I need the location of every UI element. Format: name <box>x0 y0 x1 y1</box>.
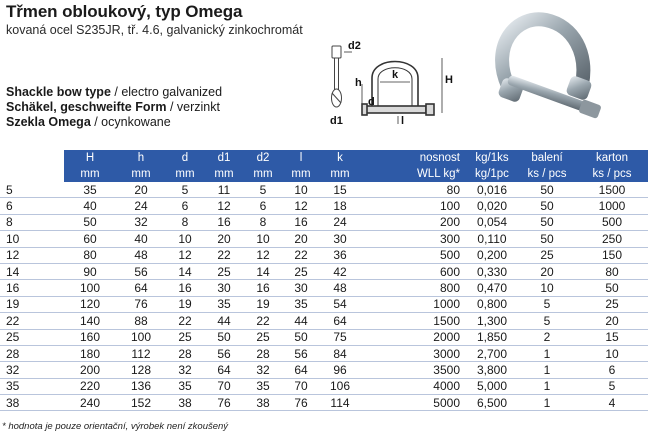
header-row-top <box>0 150 648 166</box>
label-d1: d1 <box>330 115 343 127</box>
table-cell: 8 <box>0 214 64 230</box>
table-cell: 28 <box>244 345 282 361</box>
table-cell: 6 <box>166 198 204 214</box>
table-cell: 32 <box>166 362 204 378</box>
table-cell: 1,850 <box>466 329 518 345</box>
table-cell: 1,300 <box>466 313 518 329</box>
table-cell: 10 <box>244 231 282 247</box>
translation-en: Shackle bow type / electro galvanized <box>6 85 223 99</box>
table-cell: 0,330 <box>466 263 518 279</box>
table-cell: 19 <box>166 296 204 312</box>
table-cell: 54 <box>320 296 360 312</box>
unit-d2: mm <box>244 166 282 182</box>
table-cell: 76 <box>116 296 166 312</box>
table-cell: 42 <box>320 263 360 279</box>
table-cell: 70 <box>204 378 244 394</box>
table-cell: 16 <box>0 280 64 296</box>
product-title: Třmen obloukový, typ Omega <box>6 2 243 21</box>
table-cell: 150 <box>576 247 648 263</box>
table-row <box>0 198 648 214</box>
table-cell: 6 <box>244 198 282 214</box>
table-cell: 5,000 <box>466 378 518 394</box>
table-row <box>0 214 648 230</box>
table-cell: 140 <box>64 313 116 329</box>
table-row <box>0 280 648 296</box>
table-cell: 50 <box>518 214 576 230</box>
label-d2: d2 <box>348 40 361 52</box>
unit-h: mm <box>116 166 166 182</box>
header-l: l <box>282 150 320 166</box>
header-blank <box>0 150 64 166</box>
table-cell: 160 <box>64 329 116 345</box>
table-cell: 16 <box>204 214 244 230</box>
table-cell: 35 <box>244 378 282 394</box>
specification-table <box>0 150 648 411</box>
table-cell: 19 <box>0 296 64 312</box>
table-cell: 200 <box>360 214 466 230</box>
table-cell: 5 <box>0 182 64 198</box>
table-cell: 800 <box>360 280 466 296</box>
table-cell: 100 <box>64 280 116 296</box>
table-cell: 0,054 <box>466 214 518 230</box>
table-cell: 3500 <box>360 362 466 378</box>
table-cell: 20 <box>204 231 244 247</box>
header-h: h <box>116 150 166 166</box>
table-cell: 20 <box>576 313 648 329</box>
unit-pack: ks / pcs <box>518 166 576 182</box>
table-cell: 35 <box>64 182 116 198</box>
table-cell: 30 <box>282 280 320 296</box>
table-cell: 8 <box>166 214 204 230</box>
table-cell: 64 <box>116 280 166 296</box>
table-cell: 80 <box>360 182 466 198</box>
table-cell: 4 <box>576 395 648 411</box>
table-cell: 25 <box>518 247 576 263</box>
table-row <box>0 296 648 312</box>
table-cell: 75 <box>320 329 360 345</box>
table-cell: 0,110 <box>466 231 518 247</box>
table-cell: 1 <box>518 362 576 378</box>
table-cell: 76 <box>282 395 320 411</box>
table-cell: 22 <box>282 247 320 263</box>
table-cell: 22 <box>0 313 64 329</box>
translation-pl: Szekla Omega / ocynkowane <box>6 115 171 129</box>
table-cell: 64 <box>320 313 360 329</box>
table-cell: 112 <box>116 345 166 361</box>
label-H: H <box>445 74 453 86</box>
table-cell: 500 <box>360 247 466 263</box>
translation-de: Schäkel, geschweifte Form / verzinkt <box>6 100 220 114</box>
table-cell: 20 <box>116 182 166 198</box>
table-cell: 22 <box>166 313 204 329</box>
header-d2: d2 <box>244 150 282 166</box>
table-cell: 60 <box>64 231 116 247</box>
table-cell: 38 <box>0 395 64 411</box>
table-row <box>0 182 648 198</box>
label-l: l <box>401 115 405 127</box>
table-cell: 70 <box>282 378 320 394</box>
header-carton: karton <box>576 150 648 166</box>
table-row <box>0 378 648 394</box>
table-cell: 28 <box>166 345 204 361</box>
table-cell: 12 <box>244 247 282 263</box>
material-spec: kovaná ocel S235JR, tř. 4.6, galvanický zinkochromát <box>6 23 303 37</box>
table-cell: 30 <box>320 231 360 247</box>
table-cell: 14 <box>166 263 204 279</box>
table-cell: 25 <box>282 263 320 279</box>
table-cell: 220 <box>64 378 116 394</box>
label-h: h <box>355 77 362 89</box>
table-cell: 0,200 <box>466 247 518 263</box>
table-cell: 500 <box>576 214 648 230</box>
table-cell: 250 <box>576 231 648 247</box>
table-cell: 30 <box>204 280 244 296</box>
table-cell: 44 <box>282 313 320 329</box>
unit-wll: WLL kg* <box>360 166 466 182</box>
table-cell: 35 <box>204 296 244 312</box>
table-cell: 48 <box>116 247 166 263</box>
table-cell: 15 <box>576 329 648 345</box>
label-d: d <box>368 96 375 108</box>
table-cell: 12 <box>282 198 320 214</box>
table-cell: 114 <box>320 395 360 411</box>
table-cell: 0,020 <box>466 198 518 214</box>
table-cell: 40 <box>116 231 166 247</box>
table-cell: 14 <box>244 263 282 279</box>
header-d1: d1 <box>204 150 244 166</box>
table-cell: 1 <box>518 378 576 394</box>
table-cell: 120 <box>64 296 116 312</box>
table-cell: 2,700 <box>466 345 518 361</box>
table-cell: 10 <box>0 231 64 247</box>
table-cell: 1 <box>518 345 576 361</box>
table-cell: 35 <box>166 378 204 394</box>
table-cell: 20 <box>518 263 576 279</box>
table-cell: 0,470 <box>466 280 518 296</box>
table-cell: 50 <box>204 329 244 345</box>
table-cell: 25 <box>0 329 64 345</box>
table-cell: 3,800 <box>466 362 518 378</box>
table-cell: 106 <box>320 378 360 394</box>
table-row <box>0 395 648 411</box>
table-cell: 8 <box>244 214 282 230</box>
label-k: k <box>392 69 399 81</box>
table-row <box>0 362 648 378</box>
unit-carton: ks / pcs <box>576 166 648 182</box>
table-cell: 5 <box>576 378 648 394</box>
table-body <box>0 182 648 411</box>
table-cell: 5000 <box>360 395 466 411</box>
unit-H: mm <box>64 166 116 182</box>
table-cell: 96 <box>320 362 360 378</box>
table-cell: 1500 <box>576 182 648 198</box>
table-cell: 180 <box>64 345 116 361</box>
table-cell: 90 <box>64 263 116 279</box>
footnote: * hodnota je pouze orientační, výrobek není zkoušený <box>2 421 229 432</box>
table-cell: 44 <box>204 313 244 329</box>
table-cell: 28 <box>0 345 64 361</box>
table-cell: 5 <box>244 182 282 198</box>
table-cell: 50 <box>576 280 648 296</box>
table-cell: 32 <box>0 362 64 378</box>
table-cell: 300 <box>360 231 466 247</box>
unit-d1: mm <box>204 166 244 182</box>
table-cell: 50 <box>282 329 320 345</box>
table-cell: 16 <box>166 280 204 296</box>
table-cell: 11 <box>204 182 244 198</box>
table-cell: 2 <box>518 329 576 345</box>
table-cell: 600 <box>360 263 466 279</box>
table-cell: 25 <box>204 263 244 279</box>
table-cell: 50 <box>64 214 116 230</box>
table-cell: 64 <box>282 362 320 378</box>
table-cell: 10 <box>166 231 204 247</box>
header-wll: nosnost <box>360 150 466 166</box>
unit-l: mm <box>282 166 320 182</box>
table-cell: 0,800 <box>466 296 518 312</box>
table-cell: 64 <box>204 362 244 378</box>
translations-block <box>6 85 222 130</box>
table-cell: 56 <box>282 345 320 361</box>
table-cell: 80 <box>576 263 648 279</box>
table-cell: 25 <box>244 329 282 345</box>
table-cell: 25 <box>576 296 648 312</box>
unit-k: mm <box>320 166 360 182</box>
table-cell: 12 <box>204 198 244 214</box>
table-cell: 6 <box>0 198 64 214</box>
table-cell: 24 <box>320 214 360 230</box>
table-row <box>0 247 648 263</box>
table-cell: 100 <box>116 329 166 345</box>
header-weight: kg/1ks <box>466 150 518 166</box>
table-cell: 50 <box>518 198 576 214</box>
table-cell: 10 <box>518 280 576 296</box>
table-cell: 32 <box>244 362 282 378</box>
table-cell: 20 <box>282 231 320 247</box>
table-cell: 24 <box>116 198 166 214</box>
shackle-technical-drawing <box>322 38 452 130</box>
header-pack: balení <box>518 150 576 166</box>
table-cell: 4000 <box>360 378 466 394</box>
table-cell: 6 <box>576 362 648 378</box>
table-cell: 1500 <box>360 313 466 329</box>
table-cell: 14 <box>0 263 64 279</box>
table-cell: 136 <box>116 378 166 394</box>
table-cell: 88 <box>116 313 166 329</box>
table-cell: 10 <box>282 182 320 198</box>
side-view <box>332 46 342 107</box>
header-H: H <box>64 150 116 166</box>
table-cell: 38 <box>166 395 204 411</box>
table-cell: 0,016 <box>466 182 518 198</box>
table-cell: 35 <box>0 378 64 394</box>
table-cell: 38 <box>244 395 282 411</box>
table-cell: 48 <box>320 280 360 296</box>
table-cell: 12 <box>166 247 204 263</box>
table-cell: 22 <box>204 247 244 263</box>
table-cell: 16 <box>244 280 282 296</box>
table-cell: 22 <box>244 313 282 329</box>
table-cell: 240 <box>64 395 116 411</box>
table-cell: 32 <box>116 214 166 230</box>
table-cell: 25 <box>166 329 204 345</box>
table-cell: 40 <box>64 198 116 214</box>
table-cell: 5 <box>166 182 204 198</box>
table-cell: 6,500 <box>466 395 518 411</box>
table-cell: 5 <box>518 313 576 329</box>
table-cell: 1000 <box>576 198 648 214</box>
table-cell: 56 <box>204 345 244 361</box>
table-cell: 5 <box>518 296 576 312</box>
table-row <box>0 313 648 329</box>
table-cell: 19 <box>244 296 282 312</box>
header-d: d <box>166 150 204 166</box>
table-row <box>0 329 648 345</box>
table-cell: 3000 <box>360 345 466 361</box>
table-cell: 15 <box>320 182 360 198</box>
table-cell: 1 <box>518 395 576 411</box>
table-cell: 36 <box>320 247 360 263</box>
unit-weight: kg/1pc <box>466 166 518 182</box>
table-row <box>0 263 648 279</box>
unit-d: mm <box>166 166 204 182</box>
table-row <box>0 231 648 247</box>
header-row-units <box>0 166 648 182</box>
table-cell: 16 <box>282 214 320 230</box>
table-cell: 10 <box>576 345 648 361</box>
table-cell: 50 <box>518 231 576 247</box>
table-cell: 35 <box>282 296 320 312</box>
table-cell: 1000 <box>360 296 466 312</box>
table-cell: 200 <box>64 362 116 378</box>
table-cell: 50 <box>518 182 576 198</box>
table-cell: 12 <box>0 247 64 263</box>
table-cell: 2000 <box>360 329 466 345</box>
header-k: k <box>320 150 360 166</box>
table-cell: 56 <box>116 263 166 279</box>
table-cell: 84 <box>320 345 360 361</box>
table-cell: 100 <box>360 198 466 214</box>
table-row <box>0 345 648 361</box>
shackle-product-photo <box>486 6 606 141</box>
table-cell: 80 <box>64 247 116 263</box>
table-cell: 128 <box>116 362 166 378</box>
table-cell: 18 <box>320 198 360 214</box>
header-blank <box>0 166 64 182</box>
table-cell: 152 <box>116 395 166 411</box>
table-cell: 76 <box>204 395 244 411</box>
